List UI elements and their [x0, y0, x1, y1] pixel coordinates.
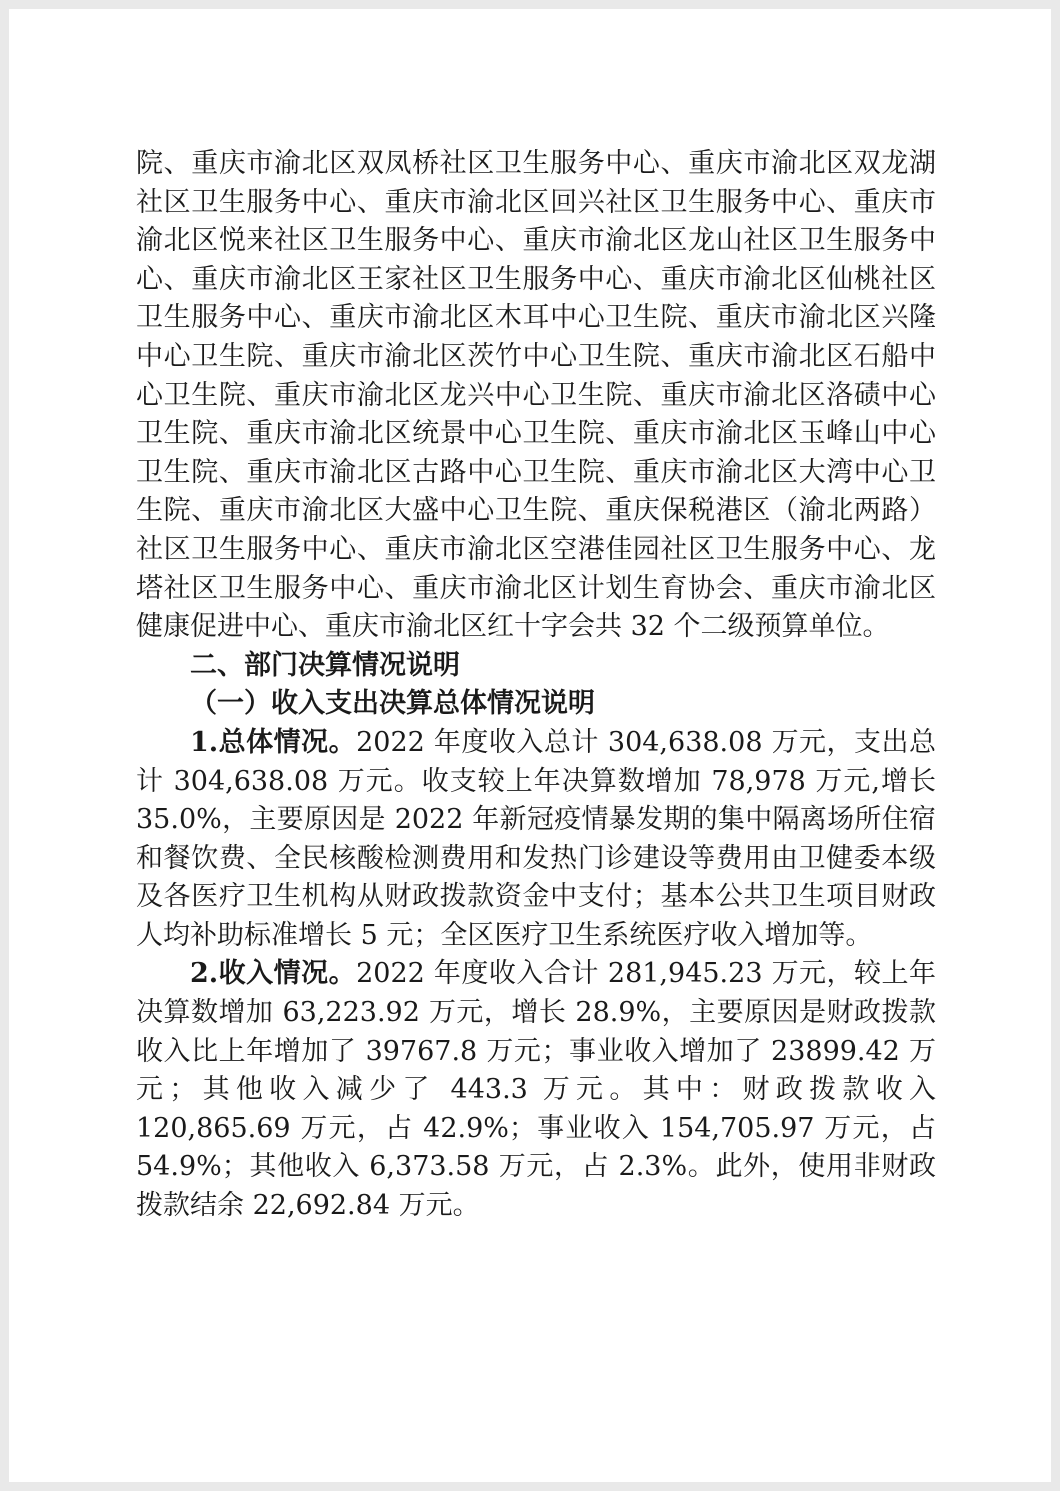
overall-text: 2022 年度收入总计 304,638.08 万元，支出总计 304,638.08 万元。收支较上年决算数增加 78,978 万元,增长 35.0%，主要原因是 2022 年新冠疫情暴发期的集中隔离场所住宿和餐饮费、全民核酸检测费用和发热门诊建设等费用由卫健委本级及各医疗卫生机构从财政拨款资金中支付；基本公共卫生项目财政人均补助标准增长 5 元；全区医疗卫生系统医疗收入增加等。	[136, 726, 937, 951]
overall-lead: 1.总体情况。	[190, 726, 357, 758]
subsection-heading: （一）收入支出决算总体情况说明	[190, 688, 595, 720]
income-lead: 2.收入情况。	[190, 958, 357, 990]
section-heading: 二、部门决算情况说明	[190, 649, 460, 681]
overall-paragraph	[136, 724, 936, 956]
intro-paragraph: 院、重庆市渝北区双凤桥社区卫生服务中心、重庆市渝北区双龙湖社区卫生服务中心、重庆市渝北区回兴社区卫生服务中心、重庆市渝北区悦来社区卫生服务中心、重庆市渝北区龙山社区卫生服务中心、重庆市渝北区王家社区卫生服务中心、重庆市渝北区仙桃社区卫生服务中心、重庆市渝北区木耳中心卫生院、重庆市渝北区兴隆中心卫生院、重庆市渝北区茨竹中心卫生院、重庆市渝北区石船中心卫生院、重庆市渝北区龙兴中心卫生院、重庆市渝北区洛碛中心卫生院、重庆市渝北区统景中心卫生院、重庆市渝北区玉峰山中心卫生院、重庆市渝北区古路中心卫生院、重庆市渝北区大湾中心卫生院、重庆市渝北区大盛中心卫生院、重庆保税港区（渝北两路）社区卫生服务中心、重庆市渝北区空港佳园社区卫生服务中心、龙塔社区卫生服务中心、重庆市渝北区计划生育协会、重庆市渝北区健康促进中心、重庆市渝北区红十字会共 32 个二级预算单位。	[136, 148, 936, 643]
document-body	[136, 145, 936, 1226]
income-paragraph	[136, 955, 936, 1225]
document-page	[9, 9, 1051, 1482]
income-text: 2022 年度收入合计 281,945.23 万元，较上年决算数增加 63,223.92 万元，增长 28.9%，主要原因是财政拨款收入比上年增加了 39767.8 万元；事业收入增加了 23899.42 万元；其他收入减少了 443.3 万元。其中：财政拨款收入 120,865.69 万元，占 42.9%；事业收入 154,705.97 万元，占 54.9%；其他收入 6,373.58 万元，占 2.3%。此外，使用非财政拨款结余 22,692.84 万元。	[136, 958, 937, 1222]
